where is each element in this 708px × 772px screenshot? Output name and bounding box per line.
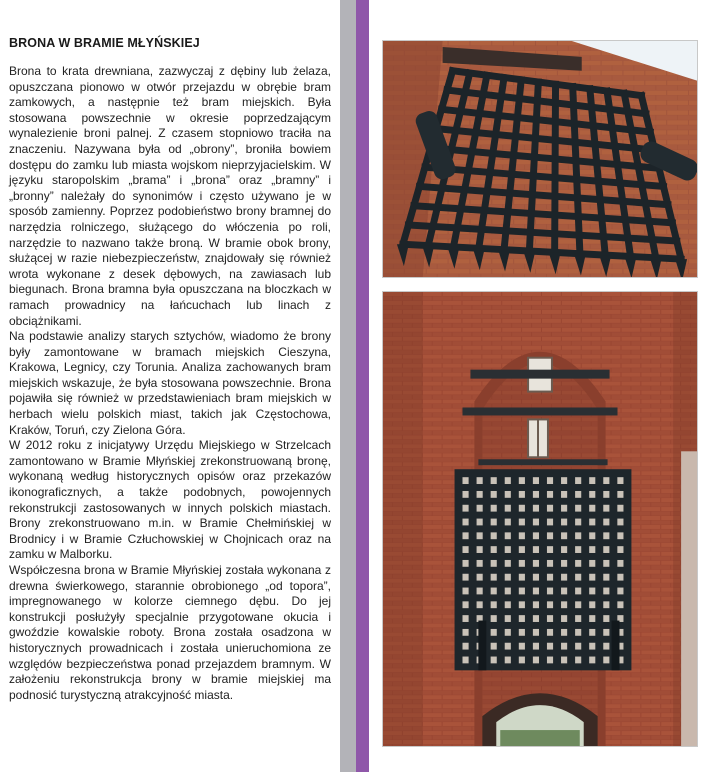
- paragraph-4: Współczesna brona w Bramie Młyńskiej została wykonana z drewna świerkowego, starannie obrobionego „od topora”, impregnowanego w kolorze ciemnego dębu. Do jej konstrukcji posłużyły specjalnie przygotowane okucia i gwoździe kowalskie roboty. Brona została osadzona w historycznych prowadnicach i została unieruchomiona ze względów bezpieczeństwa ponad przejazdem bramnym. W założeniu rekonstrukcja brony w bramie miejskiej ma podnosić turystyczną atrakcyjność miasta.: [9, 563, 331, 702]
- article-body: [9, 64, 331, 703]
- purple-accent-bar: [356, 0, 369, 772]
- paragraph-3: W 2012 roku z inicjatywy Urzędu Miejskiego w Strzelcach zamontowano w Bramie Młyńskiej zrekonstruowaną bronę, wykonaną według historycznych opisów oraz przekazów ikonograficznych, a także podobnych, powojennych rekonstrukcji zastosowanych w innych polskich miastach. Brony zrekonstruowano m.in. w Bramie Chełmińskiej w Brodnicy i w Bramie Człuchowskiej w Chojnicach oraz na zamku w Malborku.: [9, 438, 331, 562]
- paragraph-2: Na podstawie analizy starych sztychów, wiadomo że brony były zamontowane w bramach miejskich Cieszyna, Krakowa, Legnicy, czy Torunia. Analiza zachowanych bram miejskich wskazuje, że była stosowana powszechnie. Brona pojawiła się również w przedstawieniach bram miejskich w herbach wielu polskich miast, takich jak Częstochowa, Kraków, Toruń, czy Zielona Góra.: [9, 329, 331, 437]
- gray-accent-bar: [340, 0, 356, 772]
- article-title: BRONA W BRAMIE MŁYŃSKIEJ: [9, 36, 200, 50]
- gate-tower-photo: [382, 291, 698, 747]
- paragraph-1: Brona to krata drewniana, zazwyczaj z dębiny lub żelaza, opuszczana pionowo w otwór przejazdu w obrębie bram zamkowych, a następnie też bram miejskich. Była stosowana powszechnie w okresie poprzedzającym wynalezienie broni palnej. Z czasem stopniowo traciła na znaczeniu. Nazywana była od „obrony”, broniła bowiem dostępu do zamku lub miasta wojskom nieprzyjacielskim. W języku staropolskim „brama” i „brona” oraz „bramny” i „bronny” należały do synonimów i często używano je w sposób zamienny. Poprzez podobieństwo brony bramnej do narzędzia rolniczego, służącego do włóczenia po roli, narzędzie to nazwano także broną. W bramie obok brony, służącej w razie niebezpieczeństw, znajdowały się również wrota wykonane z desek dębowych, na zawiasach lub biegunach. Brona bramna była opuszczana na bloczkach w ramach prowadnicy na łańcuchach lub linach z obciążnikami.: [9, 64, 331, 328]
- portcullis-photo: [382, 40, 698, 278]
- article: [9, 30, 331, 703]
